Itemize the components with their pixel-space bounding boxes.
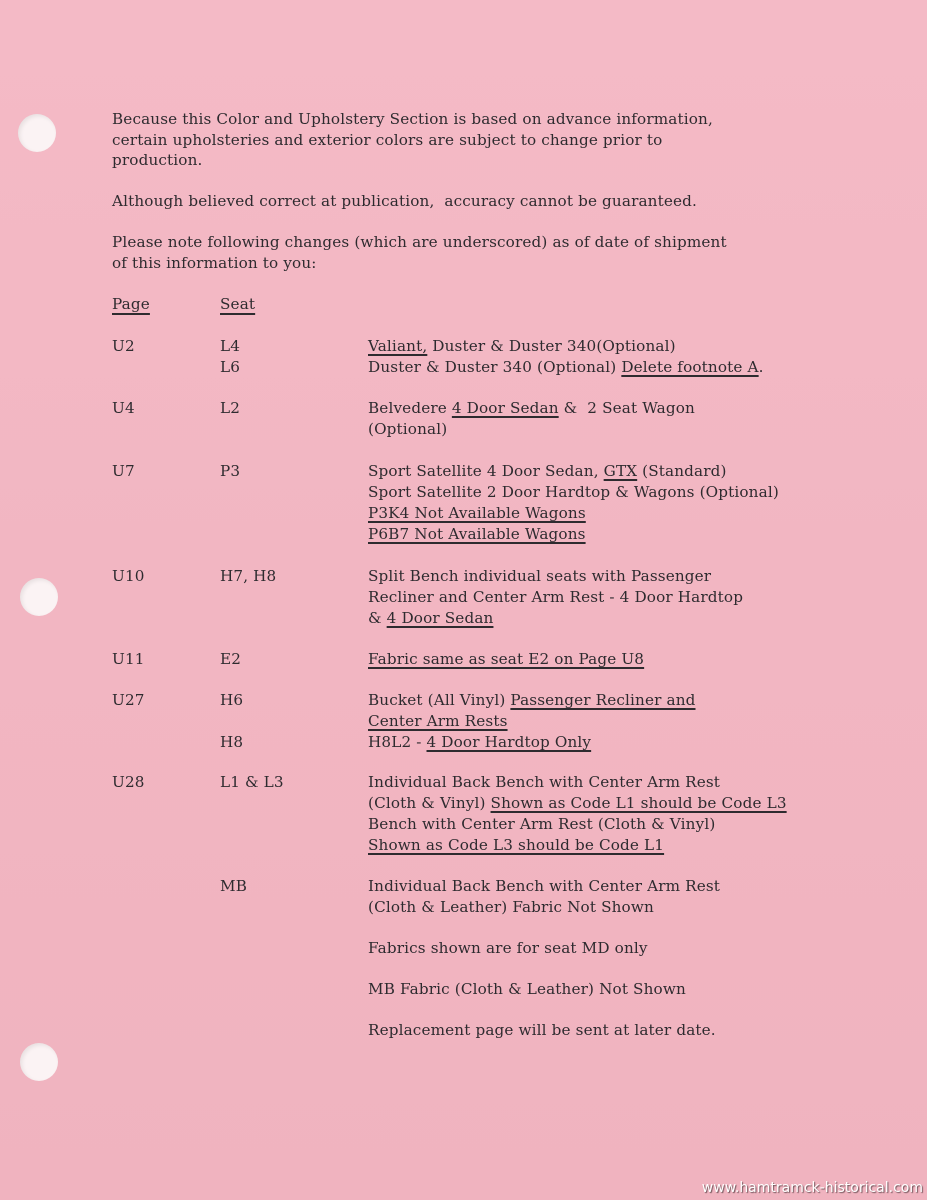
underscored-change: 4 Door Sedan xyxy=(386,609,494,627)
row-page-u28: U28 xyxy=(112,773,145,791)
underscored-change: GTX xyxy=(603,462,638,480)
watermark-text: www.hamtramck-historical.com xyxy=(701,1180,923,1196)
row-page-u10: U10 xyxy=(112,567,145,585)
row-description xyxy=(368,357,764,378)
row-page-u2: U2 xyxy=(112,337,135,355)
punch-hole-top xyxy=(18,114,56,152)
description-text: Duster & Duster 340 (Optional) xyxy=(368,358,622,376)
row-page-u27: U27 xyxy=(112,691,145,709)
description-text: (Standard) xyxy=(637,462,727,480)
row-seat: H7, H8 xyxy=(220,567,277,585)
intro-line: production. xyxy=(112,151,203,170)
description-text: & xyxy=(368,609,387,627)
row-description xyxy=(368,336,676,357)
underscored-change: Fabric same as seat E2 on Page U8 xyxy=(368,650,645,668)
row-description: Split Bench individual seats with Passenger xyxy=(368,567,712,585)
row-seat: L1 & L3 xyxy=(220,773,284,791)
underscored-change: Passenger Recliner and xyxy=(510,691,696,709)
description-text: Belvedere xyxy=(368,399,452,417)
row-description: Replacement page will be sent at later date. xyxy=(368,1021,716,1039)
row-description xyxy=(368,793,787,814)
underscored-change: 4 Door Sedan xyxy=(451,399,559,417)
row-seat: P3 xyxy=(220,462,241,480)
row-description: (Optional) xyxy=(368,420,448,438)
row-description xyxy=(368,503,586,524)
description-text: H8L2 - xyxy=(368,733,427,751)
description-text: Bucket (All Vinyl) xyxy=(368,691,511,709)
row-description xyxy=(368,524,586,545)
intro-line: Please note following changes (which are underscored) as of date of shipment xyxy=(112,233,727,251)
row-description xyxy=(368,690,696,711)
intro-line: Because this Color and Upholstery Section is based on advance information, xyxy=(112,110,713,128)
underscored-change: Shown as Code L3 should be Code L1 xyxy=(368,836,665,854)
row-seat: H8 xyxy=(220,733,244,751)
intro-paragraph-1 xyxy=(112,109,713,171)
row-description xyxy=(368,732,591,753)
row-description xyxy=(368,835,664,856)
row-page-u7: U7 xyxy=(112,462,135,480)
row-description: Recliner and Center Arm Rest - 4 Door Hardtop xyxy=(368,588,744,606)
row-description xyxy=(368,461,727,482)
underscored-change: Valiant, xyxy=(368,337,428,355)
underscored-change: Center Arm Rests xyxy=(368,712,508,730)
row-seat: L4 xyxy=(220,337,241,355)
row-description: Sport Satellite 2 Door Hardtop & Wagons (Optional) xyxy=(368,483,779,501)
intro-paragraph-2: Although believed correct at publication, accuracy cannot be guaranteed. xyxy=(112,192,697,210)
row-description: Individual Back Bench with Center Arm Rest xyxy=(368,877,721,895)
intro-paragraph-3 xyxy=(112,232,727,273)
underscored-change: Delete footnote A xyxy=(621,358,759,376)
row-seat: MB xyxy=(220,877,248,895)
punch-hole-bottom xyxy=(20,1043,58,1081)
description-text: . xyxy=(758,358,764,376)
intro-line: of this information to you: xyxy=(112,253,317,272)
underscored-change: P3K4 Not Available Wagons xyxy=(368,504,586,522)
row-description: Individual Back Bench with Center Arm Rest xyxy=(368,773,721,791)
underscored-change: 4 Door Hardtop Only xyxy=(426,733,592,751)
row-description xyxy=(368,649,644,670)
row-description xyxy=(368,711,508,732)
row-seat: L6 xyxy=(220,358,241,376)
row-description: Fabrics shown are for seat MD only xyxy=(368,939,648,957)
row-description xyxy=(368,398,695,419)
punch-hole-middle xyxy=(20,578,58,616)
row-description xyxy=(368,608,493,629)
underscored-change: P6B7 Not Available Wagons xyxy=(368,525,586,543)
row-page-u11: U11 xyxy=(112,650,145,668)
column-header-seat: Seat xyxy=(220,295,256,313)
row-seat: H6 xyxy=(220,691,244,709)
intro-line: certain upholsteries and exterior colors are subject to change prior to xyxy=(112,130,663,149)
row-description: Bench with Center Arm Rest (Cloth & Vinyl) xyxy=(368,815,716,833)
row-description: (Cloth & Leather) Fabric Not Shown xyxy=(368,898,654,916)
description-text: Duster & Duster 340(Optional) xyxy=(427,337,676,355)
underscored-change: Shown as Code L1 should be Code L3 xyxy=(490,794,787,812)
description-text: Sport Satellite 4 Door Sedan, xyxy=(368,462,604,480)
row-page-u4: U4 xyxy=(112,399,135,417)
row-description: MB Fabric (Cloth & Leather) Not Shown xyxy=(368,980,686,998)
row-seat: L2 xyxy=(220,399,241,417)
row-seat: E2 xyxy=(220,650,242,668)
description-text: & 2 Seat Wagon xyxy=(558,399,695,417)
description-text: (Cloth & Vinyl) xyxy=(368,794,491,812)
column-header-page: Page xyxy=(112,295,150,313)
